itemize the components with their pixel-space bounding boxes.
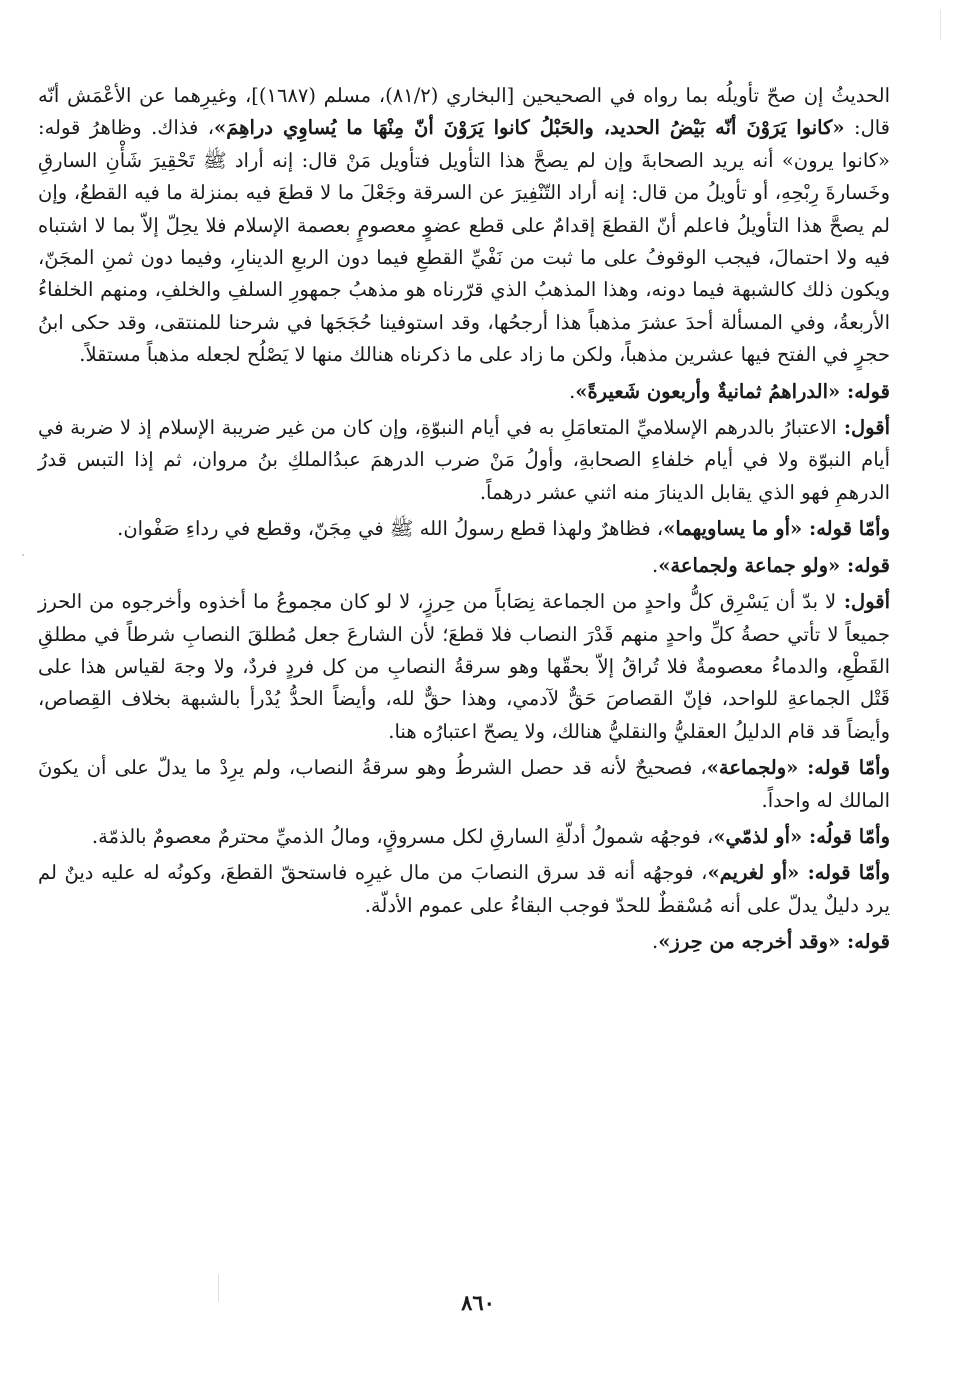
paragraph-opening [38,80,890,372]
page-number: ٨٦٠ [461,1290,495,1315]
paragraph-q-yusawihima [38,513,890,545]
lemma-label: قوله: [840,379,890,403]
lemma-label: وأمّا قوله: [798,756,890,780]
paragraph-q-hirz [38,926,890,958]
answer-label: أقول: [836,590,891,614]
paragraph-q-lijamaa [38,752,890,817]
paragraph-a-dirham [38,412,890,509]
text-run: الاعتبارُ بالدرهم الإسلاميِّ المتعامَلِ به في أيام النبوّةِ، وإن كان من غير ضريبة الإسلام إذ لا ضربة في أيام النبوّة ولا في أيام خلفاءِ الصحابةِ، وأولُ مَنْ ضرب الدرهمَ عبدُالملكِ بنُ مروان، ثم إذا التبس قدرُ الدرهمِ فهو الذي يقابل الدينارَ منه اثني عشر درهماً. [38,416,890,504]
text-run: لا بدّ أن يَسْرِق كلُّ واحدٍ من الجماعة نِصَاباً من حِرزٍ، لا لو كان مجموعُ ما أخذوه وأخرجوه من الحرز جميعاً لا تأتي حصةُ كلِّ واحدٍ منهم قَدْرَ النصاب فلا قطعَ؛ لأن الشارعَ جعل مُطلقَ النصابِ شرطاً في مطلقِ القَطْعِ، والدماءُ معصومةٌ فلا تُراقُ إلاّ بحقّها وهو سرقةُ النصابِ من كل فردٍ فردٌ، ولا وجهَ لقياس هذا على قَتْل الجماعةِ للواحد، فإنّ القصاصَ حَقٌّ لآدمي، وهذا حقٌّ لله، وأيضاً الحدُّ يُدْرأ بالشبهة بخلاف القِصاص، وأيضاً قد قام الدليلُ العقليُّ والنقليُّ هنالك، ولا يصحّ اعتبارُه هنا. [38,590,890,743]
lemma-label: قوله: [840,930,890,954]
text-run: . [652,553,659,577]
quoted-text: «أو لغريم» [707,861,800,885]
text-run: ، فوجهُه أنه قد سرق النصابَ من مال غيرِه فاستحقّ القطعَ، وكونُه له عليه دينٌ لم يرد دليلٌ يدلّ على أنه مُسْقطٌ للحدّ فوجب البقاءُ على عموم الأدلّة. [38,861,890,917]
text-run: ، فظاهرٌ ولهذا قطع رسولُ الله ﷺ في مِجَنّ، وقطع في رداءِ صَفْوان. [117,517,664,541]
text-run: . [652,930,659,954]
quoted-text: «ولجماعة» [706,756,799,780]
text-run: ، فصحيحٌ لأنه قد حصل الشرطُ وهو سرقةُ النصاب، ولم يرِدْ ما يدلّ على أن يكونَ المالك له واحداً. [38,756,890,812]
paragraph-q-jamaa [38,550,890,582]
text-run: . [569,379,576,403]
paragraph-q-dhimmi [38,821,890,853]
scan-mark [940,10,941,40]
scan-speck [22,554,24,556]
lemma-label: وأمّا قوله: [802,517,890,541]
quoted-text: «أو لذمّي» [713,824,803,848]
paragraph-q-dirham [38,376,890,408]
paragraph-a-jamaa [38,586,890,748]
quoted-text: «أو ما يساويهما» [663,517,803,541]
quoted-text: «كانوا يَرَوْنَ أنّه بَيْضُ الحديد، والحَبْلُ كانوا يَرَوْنَ أنّ مِنْهَا ما يُساوِي دراهِمَ» [214,116,845,140]
lemma-label: وأمّا قوله: [799,861,890,885]
page-body [38,80,890,959]
quoted-text: «ولو جماعة ولجماعة» [658,553,841,577]
text-run: ، فوجهُه شمولُ أدلّةِ السارقِ لكل مسروقٍ، ومالُ الذميِّ محترمٌ معصومٌ بالذمّة. [91,824,714,848]
text-run: الحديثُ إن صحّ تأويلُه بما رواه في الصحيحين [البخاري (٨١/٢)، مسلم (١٦٨٧)]، وغيرِهما عن الأعْمَش أنّه قال: [38,84,891,140]
lemma-label: وأمّا قولُه: [802,824,890,848]
answer-label: أقول: [836,416,890,440]
quoted-text: «الدراهمُ ثمانيةٌ وأربعون شَعيرةً» [575,379,841,403]
text-run: ، فذاك. وظاهرُ قوله: «كانوا يرون» أنه يريد الصحابةَ وإن لم يصحَّ هذا التأويل فتأويل مَنْ قال: إنه أراد ﷺ تَحْقِيرَ شَأْنِ السارقِ وخَسارةَ رِبْحِهِ، أو تأويلُ من قال: إنه أراد التّنْفِيرَ عن السرقة وجَعْلَ ما لا قطعَ فيه بمنزلة ما فيه القطعُ، وإن لم يصحَّ هذا التأويلُ فاعلم أنّ القطعَ إقدامٌ على قطع عضوٍ معصومٍ بعصمة الإسلام فلا يحِلّ إلاّ بما لا اشتباه فيه ولا احتمالَ، فيجب الوقوفُ على ما ثبت من نَفْيِّ القطعِ فيما دون الربعِ الدينارِ، وفيما دون ثمنِ المجَنّ، ويكون ذلك كالشبهة فيما دونه، وهذا المذهبُ الذي قرّرناه هو مذهبُ جمهورِ السلفِ والخلفِ، ومنهم الخلفاءُ الأربعةُ، وفي المسألة أحدَ عشرَ مذهباً هذا أرجحُها، وقد استوفينا حُجَجَها في شرحنا للمنتقى، وقد حكى ابنُ حجرٍ في الفتح فيها عشرين مذهباً، ولكن ما زاد على ما ذكرناه هنالك منها لا يَصْلُح لجعله مذهباً مستقلاً. [38,116,890,367]
paragraph-q-gharim [38,857,890,922]
scan-mark [218,1274,219,1302]
quoted-text: «وقد أخرجه من حِرز» [658,930,841,954]
lemma-label: قوله: [840,553,890,577]
